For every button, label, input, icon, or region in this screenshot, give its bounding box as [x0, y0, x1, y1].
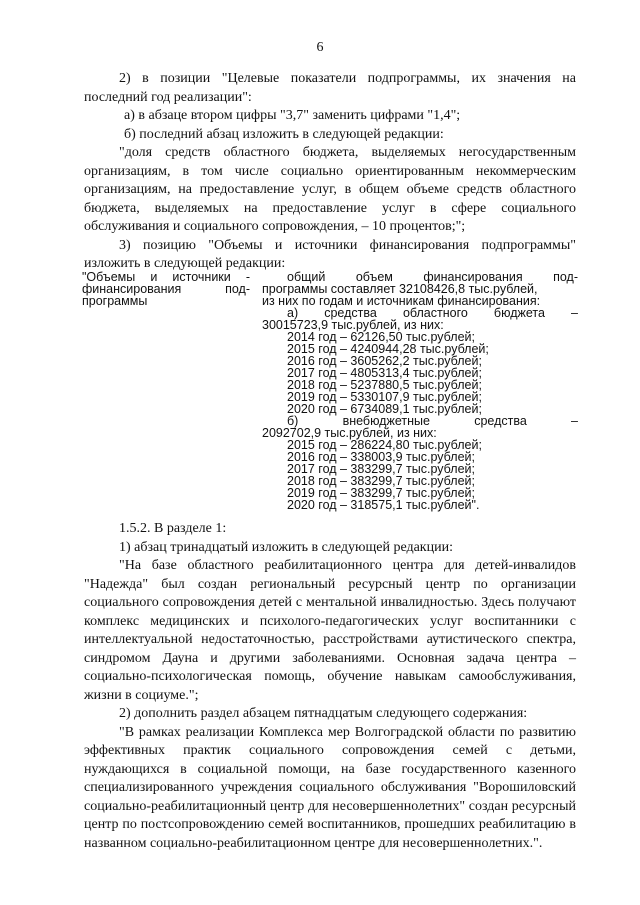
budget-year-line: 2020 год – 6734089,1 тыс.рублей;	[287, 402, 482, 416]
paragraph-item-2: 2) в позиции "Целевые показатели подпрограммы, их значения на последний год реализации":	[84, 71, 576, 105]
page-number: 6	[316, 40, 324, 55]
intro-block	[84, 70, 576, 274]
paragraph-quote-voroshilovsky: "В рамках реализации Комплекса мер Волгоградской области по развитию эффективных практик социального сопровождения семей с детьми, нуждающихся в социальной помощи, на базе государственного казенного специализированного учреждения социального обслуживания "Ворошиловский социально-реабилитационный центр для несовершеннолетних" создан ресурсный центр по постсопровождению семей воспитанников, прошедших реабилитацию в названном социально-реабилитационном центре для несовершеннолетних.".	[84, 724, 576, 851]
budget-year-line: 2016 год – 3605262,2 тыс.рублей;	[287, 354, 482, 368]
table-right-line: программы составляет 32108426,8 тыс.рублей,	[262, 282, 538, 296]
paragraph-quote-nadezhda: "На базе областного реабилитационного центра для детей-инвалидов "Надежда" был создан региональный ресурсный центр по организации социального сопровождения детей с ментальной инвалидностью. Здесь получают комплекс медицинских и психолого-педагогических услуг воспитанники с интеллектуальной недостаточностью, расстройствами аутистического спектра, синдромом Дауна и другими заболеваниями. Основная задача центра – социально-психологическая помощь, обучение навыкам самообслуживания, жизни в социуме.";	[84, 558, 576, 703]
offbudget-year-line: 2017 год – 383299,7 тыс.рублей;	[287, 462, 475, 476]
section-block	[84, 520, 576, 853]
table-right-line: общий объем финансирования под-	[287, 270, 578, 284]
offbudget-year-line: 2019 год – 383299,7 тыс.рублей;	[287, 486, 475, 500]
paragraph-subitem-b: б) последний абзац изложить в следующей редакции:	[124, 126, 444, 142]
paragraph-subitem-a: а) в абзаце втором цифры "3,7" заменить цифрами "1,4";	[124, 108, 461, 123]
table-right-line: 30015723,9 тыс.рублей, из них:	[262, 318, 444, 332]
budget-year-line: 2018 год – 5237880,5 тыс.рублей;	[287, 378, 482, 392]
budget-year-line: 2015 год – 4240944,28 тыс.рублей;	[287, 342, 489, 356]
table-right-line: б) внебюджетные средства –	[287, 414, 578, 428]
paragraph-item-3: 3) позицию "Объемы и источники финансирования подпрограммы" изложить в следующей редакции:	[84, 237, 576, 271]
budget-year-line: 2019 год – 5330107,9 тыс.рублей;	[287, 390, 482, 404]
paragraph-item-2-add: 2) дополнить раздел абзацем пятнадцатым следующего содержания:	[119, 706, 528, 721]
paragraph-item-1: 1) абзац тринадцатый изложить в следующей редакции:	[119, 539, 453, 555]
table-right-line: из них по годам и источникам финансирования:	[262, 294, 541, 308]
section-heading: 1.5.2. В разделе 1:	[119, 521, 227, 536]
table-left-line: программы	[82, 294, 148, 308]
table-left-line: финансирования под-	[82, 282, 250, 296]
paragraph-quote-share: "доля средств областного бюджета, выделяемых негосударственным организациям, в том числе социально ориентированным некоммерческим организациям, на предоставление услуг, в общем объеме средств областного бюджета, выделяемых на предоставление услуг в сфере социального обслуживания и социального сопровождения, – 10 процентов;";	[84, 145, 576, 234]
table-right-line: 2092702,9 тыс.рублей, из них:	[262, 426, 437, 440]
table-right-column	[262, 271, 578, 511]
table-right-line: а) средства областного бюджета –	[287, 306, 578, 320]
budget-year-line: 2014 год – 62126,50 тыс.рублей;	[287, 330, 475, 344]
budget-year-line: 2017 год – 4805313,4 тыс.рублей;	[287, 366, 482, 380]
offbudget-year-line: 2016 год – 338003,9 тыс.рублей;	[287, 450, 475, 464]
offbudget-year-line: 2018 год – 383299,7 тыс.рублей;	[287, 474, 475, 488]
offbudget-year-line: 2020 год – 318575,1 тыс.рублей".	[287, 498, 480, 512]
offbudget-year-line: 2015 год – 286224,80 тыс.рублей;	[287, 438, 482, 452]
table-left-column	[82, 271, 250, 307]
table-left-line: "Объемы и источники -	[82, 270, 250, 284]
